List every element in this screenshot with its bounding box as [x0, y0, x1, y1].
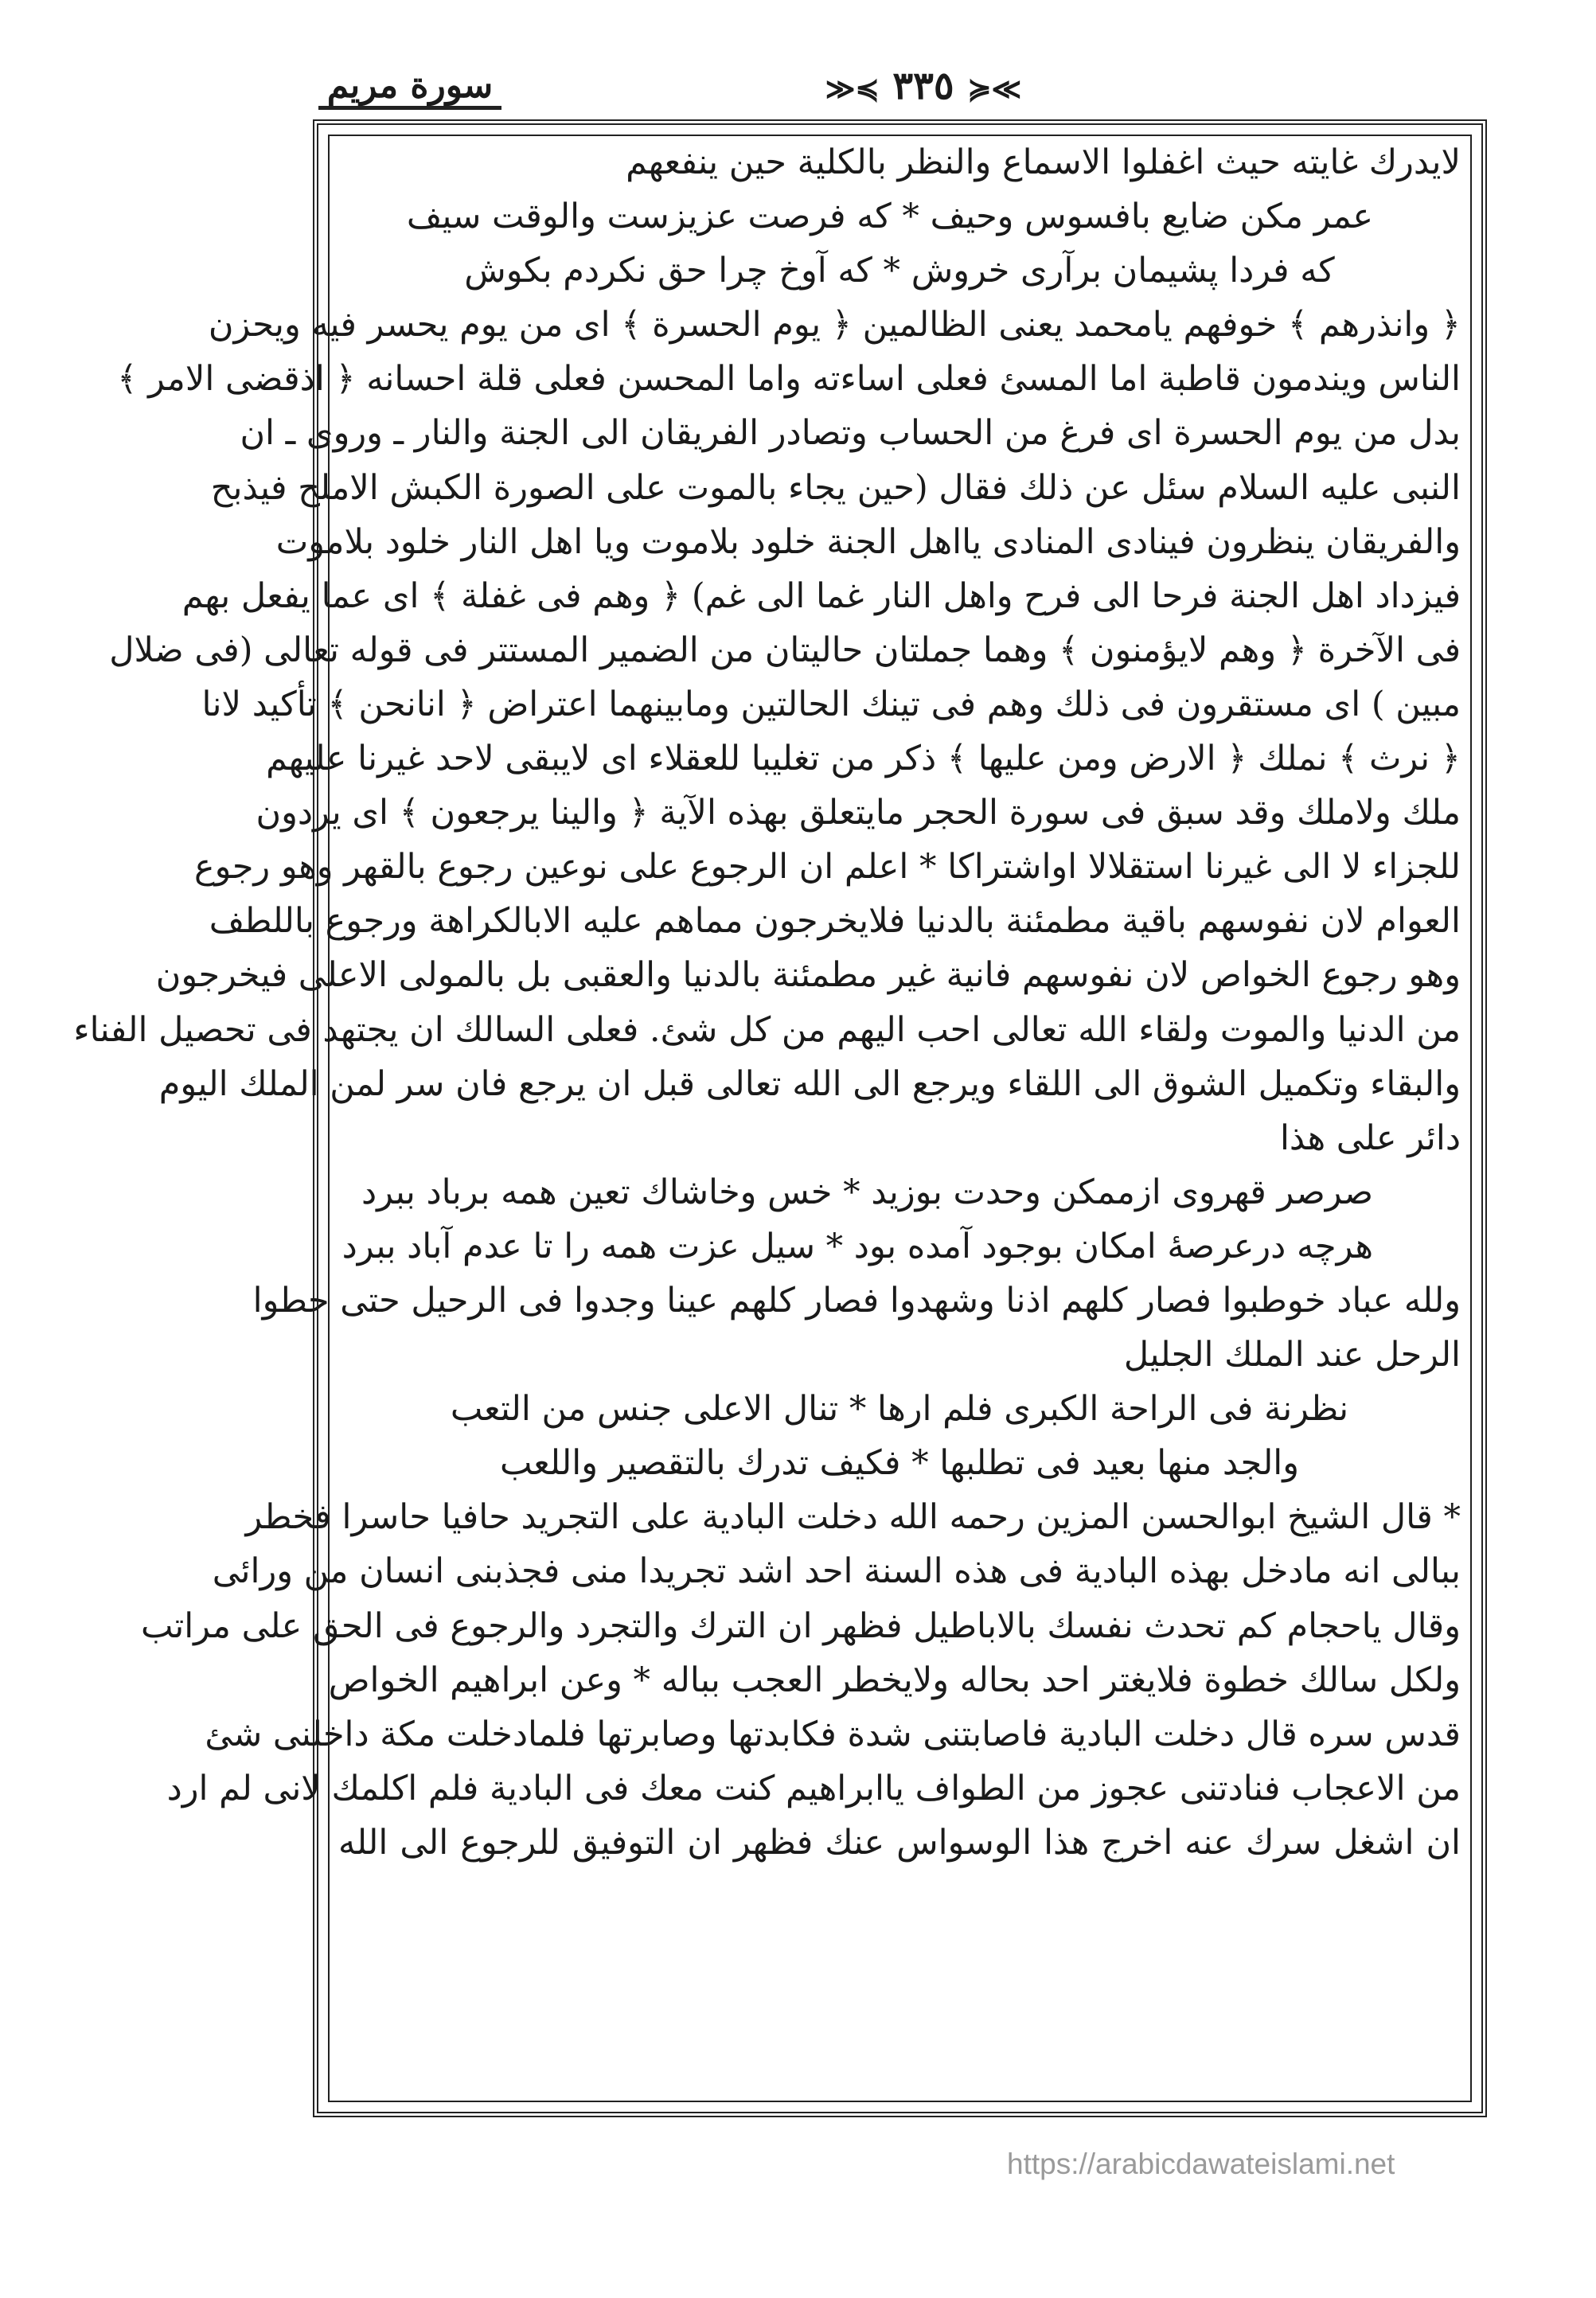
text-line: الرحل عند الملك الجليل: [1123, 1335, 1461, 1375]
text-line: ببالى انه مادخل بهذه البادية فى هذه السنة احد اشد تجريدا منى فجذبنى انسان من ورائى: [212, 1551, 1461, 1592]
text-line: والفريقان ينظرون فينادى المنادى يااهل الجنة خلود بلاموت ويا اهل النار خلود بلاموت: [275, 521, 1461, 562]
text-line: ولله عباد خوطبوا فصار كلهم اذنا وشهدوا فصار كلهم عينا وجدوا فى الرحيل حتى حطوا: [252, 1280, 1461, 1321]
text-line: قدس سره قال دخلت البادية فاصابتنى شدة فكابدتها وصابرتها فلمادخلت مكة داخلنى شئ: [205, 1714, 1461, 1754]
page-body: [73, 135, 1461, 1870]
text-line: والبقاء وتكميل الشوق الى اللقاء ويرجع الى الله تعالى قبل ان يرجع فان سر لمن الملك اليوم: [158, 1063, 1461, 1104]
text-line: * قال الشيخ ابوالحسن المزين رحمه الله دخلت البادية على التجريد حافيا حاسرا فخطر: [245, 1497, 1461, 1538]
text-line: وقال ياحجام كم تحدث نفسك بالاباطيل فظهر ان الترك والتجرد والرجوع فى الحق على مراتب: [141, 1605, 1461, 1646]
text-line: العوام لان نفوسهم باقية مطمئنة بالدنيا فلايخرجون مماهم عليه الابالكراهة ورجوع باللطف: [209, 901, 1461, 942]
verse-line: والجد منها بعيد فى تطلبها * فكيف تدرك بالتقصير واللعب: [499, 1443, 1300, 1484]
verse-line: هرچه درعرصهٔ امكان بوجود آمده بود * سيل عزت همه را تا عدم آباد ببرد: [341, 1226, 1373, 1266]
verse-line: كه فردا پشيمان برآرى خروش * كه آوخ چرا حق نكردم بكوش: [464, 251, 1335, 291]
page-header: [0, 56, 1596, 119]
text-line: وهو رجوع الخواص لان نفوسهم فانية غير مطمئنة بالدنيا والعقبى بل بالمولى الاعلى فيخرجون: [155, 955, 1461, 996]
text-line: ﴿ وانذرهم ﴾ خوفهم يامحمد يعنى الظالمين ﴿ يوم الحسرة ﴾ اى من يوم يحسر فيه ويحزن: [208, 305, 1461, 345]
text-line: مبين ) اى مستقرون فى ذلك وهم فى تينك الحالتين ومابينهما اعتراض ﴿ انانحن ﴾ تأكيد لانا: [201, 684, 1461, 724]
text-line: للجزاء لا الى غيرنا استقلالا اواشتراكا * اعلم ان الرجوع على نوعين رجوع بالقهر وهو رجوع: [193, 847, 1461, 888]
text-line: فيزداد اهل الجنة فرحا الى فرح واهل النار غما الى غم) ﴿ وهم فى غفلة ﴾ اى عما يفعل بهم: [181, 575, 1461, 616]
text-line: من الدنيا والموت ولقاء الله تعالى احب اليهم من كل شئ. فعلى السالك ان يجتهد فى تحصيل الفناء: [73, 1009, 1461, 1050]
page-number-text: ٣٣٥: [892, 64, 954, 108]
text-line: من الاعجاب فنادتنى عجوز من الطواف ياابراهيم كنت معك فى البادية فلم اكلمك لانى لم ارد: [166, 1768, 1461, 1808]
verse-line: عمر مكن ضايع بافسوس وحيف * كه فرصت عزيزست والوقت سيف: [406, 197, 1373, 237]
text-line: ﴿ نرث ﴾ نملك ﴿ الارض ومن عليها ﴾ ذكر من تغليبا للعقلاء اى لايبقى لاحد غيرنا عليهم: [266, 739, 1461, 779]
ornament-left: ≽≪: [825, 72, 880, 106]
text-line: دائر على هذا: [1279, 1118, 1461, 1158]
text-line: فى الآخرة ﴿ وهم لايؤمنون ﴾ وهما جملتان حاليتان من الضمير المستتر فى قوله تعالى (فى ضلال: [109, 630, 1461, 670]
text-line: النبى عليه السلام سئل عن ذلك فقال (حين يجاء بالموت على الصورة الكبش الاملح فيذبح: [210, 467, 1461, 508]
page-number: [796, 64, 1051, 108]
text-line: ملك ولاملك وقد سبق فى سورة الحجر مايتعلق بهذه الآية ﴿ والينا يرجعون ﴾ اى يردون: [256, 793, 1461, 833]
text-line: ولكل سالك خطوة فلايغتر احد بحاله ولايخطر العجب بباله * وعن ابراهيم الخواص: [328, 1660, 1461, 1700]
text-line: ان اشغل سرك عنه اخرج هذا الوسواس عنك فظهر ان التوفيق للرجوع الى الله: [338, 1822, 1461, 1863]
surah-title: سورة مريم: [318, 65, 501, 110]
watermark-url: https://arabicdawateislami.net: [1007, 2148, 1395, 2180]
text-line: الناس ويندمون قاطبة اما المسئ فعلى اساءته واما المحسن فعلى قلة احسانه ﴿ اذقضى الامر ﴾: [117, 359, 1461, 400]
verse-line: نظرنة فى الراحة الكبرى فلم ارها * تنال الاعلى جنس من التعب: [450, 1389, 1349, 1430]
text-line: لايدرك غايته حيث اغفلوا الاسماع والنظر بالكلية حين ينفعهم: [626, 142, 1461, 182]
text-line: بدل من يوم الحسرة اى فرغ من الحساب وتصادر الفريقان الى الجنة والنار ـ وروى ـ ان: [240, 413, 1461, 454]
ornament-right: ≫≼: [967, 72, 1022, 106]
verse-line: صرصر قهروى ازممكن وحدت بوزيد * خس وخاشاك تعين همه برباد ببرد: [361, 1172, 1373, 1212]
